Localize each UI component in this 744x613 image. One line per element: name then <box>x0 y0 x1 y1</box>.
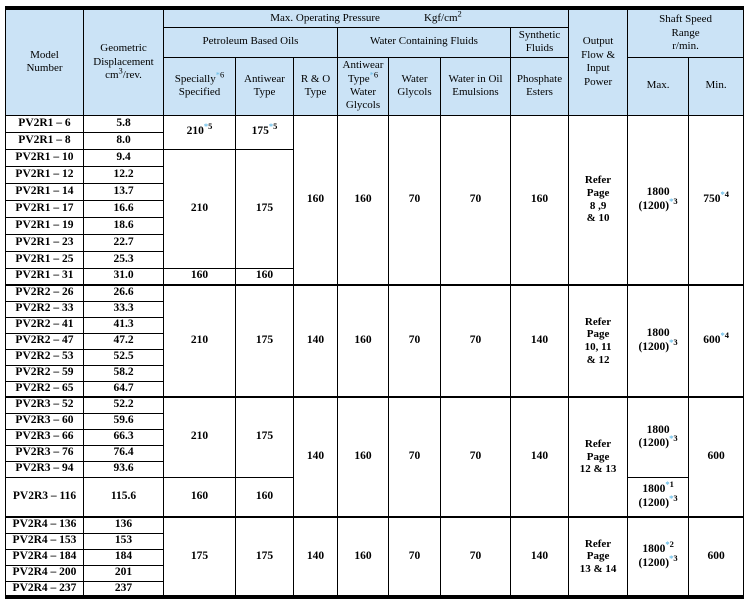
displacement-cell: 31.0 <box>84 268 164 285</box>
displacement-cell: 93.6 <box>84 461 164 477</box>
antiwear-water-glycols-cell: 160 <box>338 285 389 397</box>
header-antiwear-type-water-glycols: Antiwear Type$^{*6}$ Water Glycols <box>338 57 389 115</box>
r-and-o-type-cell: 140 <box>294 285 338 397</box>
table-row <box>6 115 744 132</box>
shaft-speed-max-cell: 1800 $(1200)^{*3}$ <box>628 285 689 397</box>
displacement-cell: 59.6 <box>84 413 164 429</box>
specially-specified-cell: 160 <box>164 477 236 517</box>
antiwear-type-cell: 175 <box>236 517 294 597</box>
displacement-cell: 136 <box>84 517 164 533</box>
shaft-speed-max-cell: 1800$^{*1}$ $(1200)^{*3}$ <box>628 477 689 517</box>
model-number-cell: PV2R1 – 23 <box>6 234 84 251</box>
footnote-asterisk: * <box>665 479 670 490</box>
model-number-cell: PV2R4 – 184 <box>6 549 84 565</box>
footnote-asterisk: * <box>669 552 674 563</box>
footnote-asterisk: * <box>665 539 670 550</box>
displacement-cell: 5.8 <box>84 115 164 132</box>
displacement-cell: 9.4 <box>84 149 164 166</box>
table-row <box>6 397 744 413</box>
phosphate-esters-cell: 140 <box>511 517 569 597</box>
model-number-cell: PV2R3 – 76 <box>6 445 84 461</box>
displacement-cell: 58.2 <box>84 365 164 381</box>
displacement-cell: 184 <box>84 549 164 565</box>
displacement-cell: 64.7 <box>84 381 164 397</box>
table-row <box>6 517 744 533</box>
model-number-cell: PV2R3 – 60 <box>6 413 84 429</box>
model-number-cell: PV2R1 – 12 <box>6 166 84 183</box>
phosphate-esters-cell: 140 <box>511 397 569 517</box>
r-and-o-type-cell: 140 <box>294 397 338 517</box>
antiwear-type-cell: 175$^{*5}$ <box>236 115 294 149</box>
header-r-and-o-type: R & O Type <box>294 57 338 115</box>
model-number-cell: PV2R1 – 25 <box>6 251 84 268</box>
water-in-oil-emulsions-cell: 70 <box>441 115 511 285</box>
displacement-cell: 115.6 <box>84 477 164 517</box>
displacement-cell: 52.2 <box>84 397 164 413</box>
model-number-cell: PV2R1 – 17 <box>6 200 84 217</box>
displacement-cell: 25.3 <box>84 251 164 268</box>
output-flow-refer-cell: Refer Page 8 ,9 & 10 <box>569 115 628 285</box>
model-number-cell: PV2R4 – 136 <box>6 517 84 533</box>
output-flow-refer-cell: Refer Page 13 & 14 <box>569 517 628 597</box>
model-number-cell: PV2R2 – 41 <box>6 317 84 333</box>
header-petroleum-based-oils: Petroleum Based Oils <box>164 27 338 57</box>
header-output-flow-input-power: Output Flow & Input Power <box>569 8 628 115</box>
shaft-speed-max-cell: 1800 $(1200)^{*3}$ <box>628 115 689 285</box>
model-number-cell: PV2R1 – 8 <box>6 132 84 149</box>
footnote-asterisk: * <box>203 121 209 132</box>
table-row <box>6 285 744 301</box>
footnote-asterisk: * <box>369 68 374 79</box>
output-flow-refer-cell: Refer Page 10, 11 & 12 <box>569 285 628 397</box>
model-number-cell: PV2R4 – 200 <box>6 565 84 581</box>
model-number-cell: PV2R1 – 6 <box>6 115 84 132</box>
model-number-cell: PV2R1 – 19 <box>6 217 84 234</box>
model-number-cell: PV2R4 – 237 <box>6 581 84 597</box>
shaft-speed-max-cell: 1800$^{*2}$ $(1200)^{*3}$ <box>628 517 689 597</box>
header-max-operating-pressure: Max. Operating Pressure Kgf/$cm^2$ <box>164 8 569 27</box>
header-synthetic-fluids: Synthetic Fluids <box>511 27 569 57</box>
model-number-cell: PV2R2 – 53 <box>6 349 84 365</box>
header-water-containing-fluids: Water Containing Fluids <box>338 27 511 57</box>
model-number-cell: PV2R2 – 65 <box>6 381 84 397</box>
model-number-cell: PV2R2 – 59 <box>6 365 84 381</box>
footnote-asterisk: * <box>720 189 725 200</box>
antiwear-type-cell: 175 <box>236 285 294 397</box>
antiwear-type-cell: 175 <box>236 149 294 268</box>
table-header <box>6 8 744 115</box>
water-glycols-cell: 70 <box>389 397 441 517</box>
footnote-asterisk: * <box>720 330 725 341</box>
antiwear-water-glycols-cell: 160 <box>338 517 389 597</box>
water-glycols-cell: 70 <box>389 517 441 597</box>
specially-specified-cell: 210 <box>164 149 236 268</box>
displacement-cell: 16.6 <box>84 200 164 217</box>
displacement-cell: 18.6 <box>84 217 164 234</box>
header-phosphate-esters: Phosphate Esters <box>511 57 569 115</box>
displacement-cell: 26.6 <box>84 285 164 301</box>
displacement-cell: 52.5 <box>84 349 164 365</box>
shaft-speed-min-cell: 600 <box>689 517 744 597</box>
water-in-oil-emulsions-cell: 70 <box>441 397 511 517</box>
displacement-cell: 41.3 <box>84 317 164 333</box>
antiwear-type-cell: 175 <box>236 397 294 477</box>
water-in-oil-emulsions-cell: 70 <box>441 517 511 597</box>
table-body <box>6 115 744 597</box>
header-antiwear-type: Antiwear Type <box>236 57 294 115</box>
antiwear-water-glycols-cell: 160 <box>338 397 389 517</box>
displacement-cell: 237 <box>84 581 164 597</box>
displacement-cell: 33.3 <box>84 301 164 317</box>
header-geometric-displacement: Geometric Displacement $cm^3$/rev. <box>84 8 164 115</box>
r-and-o-type-cell: 140 <box>294 517 338 597</box>
header-shaft-speed-range: Shaft Speed Range r/min. <box>628 8 744 57</box>
footnote-asterisk: * <box>669 492 674 503</box>
displacement-cell: 201 <box>84 565 164 581</box>
model-number-cell: PV2R1 – 14 <box>6 183 84 200</box>
displacement-cell: 8.0 <box>84 132 164 149</box>
footnote-asterisk: * <box>669 195 674 206</box>
shaft-speed-min-cell: 600$^{*4}$ <box>689 285 744 397</box>
footnote-asterisk: * <box>268 121 274 132</box>
model-number-cell: PV2R2 – 26 <box>6 285 84 301</box>
specially-specified-cell: 210$^{*5}$ <box>164 115 236 149</box>
model-number-cell: PV2R4 – 153 <box>6 533 84 549</box>
shaft-speed-min-cell: 750$^{*4}$ <box>689 115 744 285</box>
footnote-asterisk: * <box>669 433 674 444</box>
output-flow-refer-cell: Refer Page 12 & 13 <box>569 397 628 517</box>
phosphate-esters-cell: 160 <box>511 115 569 285</box>
antiwear-type-cell: 160 <box>236 268 294 285</box>
displacement-cell: 22.7 <box>84 234 164 251</box>
header-shaft-speed-max: Max. <box>628 57 689 115</box>
displacement-cell: 76.4 <box>84 445 164 461</box>
r-and-o-type-cell: 160 <box>294 115 338 285</box>
specially-specified-cell: 210 <box>164 397 236 477</box>
specially-specified-cell: 210 <box>164 285 236 397</box>
header-specially-specified: Specially$^{*6}$ Specified <box>164 57 236 115</box>
shaft-speed-max-cell: 1800 $(1200)^{*3}$ <box>628 397 689 477</box>
header-water-in-oil-emulsions: Water in Oil Emulsions <box>441 57 511 115</box>
water-in-oil-emulsions-cell: 70 <box>441 285 511 397</box>
water-glycols-cell: 70 <box>389 285 441 397</box>
model-number-cell: PV2R3 – 66 <box>6 429 84 445</box>
phosphate-esters-cell: 140 <box>511 285 569 397</box>
header-water-glycols: Water Glycols <box>389 57 441 115</box>
model-number-cell: PV2R3 – 52 <box>6 397 84 413</box>
footnote-asterisk: * <box>669 337 674 348</box>
header-model-number: Model Number <box>6 8 84 115</box>
model-number-cell: PV2R1 – 31 <box>6 268 84 285</box>
specially-specified-cell: 175 <box>164 517 236 597</box>
model-number-cell: PV2R1 – 10 <box>6 149 84 166</box>
header-shaft-speed-min: Min. <box>689 57 744 115</box>
water-glycols-cell: 70 <box>389 115 441 285</box>
displacement-cell: 47.2 <box>84 333 164 349</box>
displacement-cell: 66.3 <box>84 429 164 445</box>
antiwear-water-glycols-cell: 160 <box>338 115 389 285</box>
model-number-cell: PV2R3 – 116 <box>6 477 84 517</box>
displacement-cell: 13.7 <box>84 183 164 200</box>
displacement-cell: 12.2 <box>84 166 164 183</box>
pump-spec-table <box>5 6 744 599</box>
model-number-cell: PV2R2 – 33 <box>6 301 84 317</box>
header-row-1 <box>6 8 744 27</box>
model-number-cell: PV2R2 – 47 <box>6 333 84 349</box>
antiwear-type-cell: 160 <box>236 477 294 517</box>
displacement-cell: 153 <box>84 533 164 549</box>
specially-specified-cell: 160 <box>164 268 236 285</box>
model-number-cell: PV2R3 – 94 <box>6 461 84 477</box>
shaft-speed-min-cell: 600 <box>689 397 744 517</box>
footnote-asterisk: * <box>215 68 220 79</box>
